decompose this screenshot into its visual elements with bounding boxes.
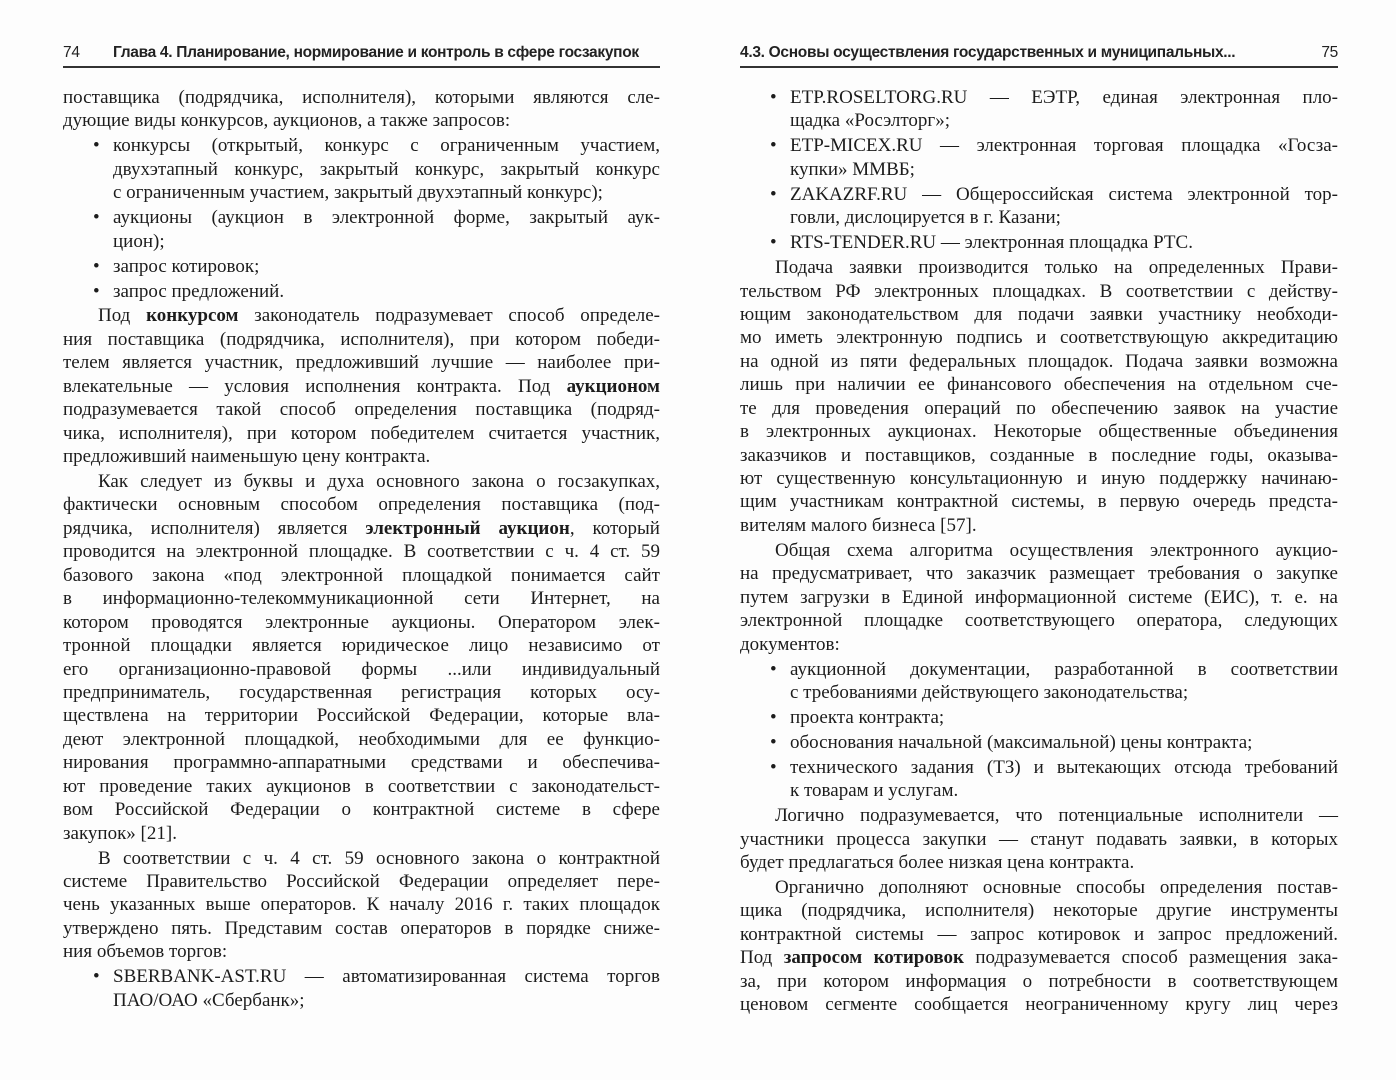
text-line: [63, 847, 660, 870]
text-segment: Органично дополняют основные способы определения постав-: [775, 876, 1338, 898]
text-segment: щадка «Росэлторг»;: [790, 110, 951, 132]
text-segment: будет предлагаться более низкая цена контракта.: [740, 852, 1135, 873]
text-segment: ETP.ROSELTORG.RU — ЕЭТР, единая электронная пло-: [790, 87, 1338, 108]
text-line: [63, 540, 660, 563]
bold-term: конкурсом: [146, 305, 239, 327]
bullet-item-line: [740, 183, 1338, 206]
text-segment: с ограниченным участием, закрытый двухэтапный конкурс);: [113, 182, 603, 204]
text-segment: рядчика, исполнителя) является: [63, 517, 366, 539]
text-line: [63, 86, 660, 109]
text-segment: документов:: [740, 633, 840, 655]
text-line: [63, 587, 660, 610]
bullet-item-line: [740, 231, 1338, 254]
text-line: [63, 470, 660, 493]
bullet-item-line: [740, 731, 1338, 754]
text-segment: фактически основным способом определения поставщика (под-: [63, 494, 660, 516]
text-line: [740, 946, 1338, 969]
bullet-item-line: [63, 280, 660, 303]
running-header: [740, 44, 1338, 64]
text-segment: участники процесса закупки — станут подавать заявки, в которых: [740, 828, 1338, 850]
bullet-item-line: [63, 206, 660, 229]
text-line: [740, 397, 1338, 420]
text-line: [63, 517, 660, 540]
text-segment: базового закона «под электронной площадкой понимается сайт: [63, 564, 660, 586]
text-segment: конкурсы (открытый, конкурс с ограниченным участием,: [113, 135, 660, 157]
text-line: [740, 280, 1338, 303]
text-line: [740, 851, 1338, 874]
bullet-item-line: [740, 658, 1338, 681]
text-line: [740, 633, 1338, 656]
text-line: [740, 420, 1338, 443]
text-segment: мо иметь электронную подпись и соответствующую аккредитацию: [740, 327, 1338, 349]
text-segment: электронной площадке соответствующего оператора, следующих: [740, 610, 1338, 632]
bullet-item-line: [63, 255, 660, 278]
text-segment: ETP-MICEX.RU — электронная торговая площадка «Госза-: [790, 135, 1338, 157]
text-segment: чика, исполнителя), при котором победителем считается участник,: [63, 422, 660, 444]
text-segment: заказчиков и поставщиков, созданные в последние годы, оказыва-: [740, 444, 1338, 466]
text-line: [740, 970, 1338, 993]
text-line: [63, 328, 660, 351]
text-segment: тронной площадки является юридическое лицо независимо от: [63, 635, 660, 657]
text-line: [63, 422, 660, 445]
text-segment: поставщика (подрядчика, исполнителя), которыми являются сле-: [63, 87, 660, 108]
text-line: [63, 493, 660, 516]
header-title: Глава 4. Планирование, нормирование и контроль в сфере госзакупок: [113, 44, 639, 61]
text-line: [740, 256, 1338, 279]
bullet-item-line: [63, 134, 660, 157]
text-line: [63, 822, 660, 845]
text-line: [63, 564, 660, 587]
text-segment: ществлена на территории Российской Федерации, которые вла-: [63, 705, 660, 727]
text-line: [63, 728, 660, 751]
text-segment: запрос котировок;: [113, 255, 260, 277]
text-segment: утверждено пять. Представим состав операторов в порядке сниже-: [63, 917, 660, 939]
right-page: [740, 0, 1338, 1080]
text-segment: ZAKAZRF.RU — Общероссийская система электронной тор-: [790, 183, 1338, 205]
text-segment: за, при котором информация о потребности в соответствующем: [740, 970, 1338, 992]
text-segment: В соответствии с ч. 4 ст. 59 основного закона о контрактной: [98, 847, 660, 869]
text-segment: Логично подразумевается, что потенциальные исполнители —: [775, 805, 1338, 827]
bold-term: запросом котировок: [783, 947, 964, 969]
text-line: [63, 870, 660, 893]
text-segment: аукционы (аукцион в электронной форме, закрытый аук-: [113, 207, 660, 229]
text-segment: его организационно-правовой формы ...или индивидуальный: [63, 658, 660, 680]
text-segment: деют электронной площадкой, необходимыми для ее функцио-: [63, 728, 660, 750]
text-segment: Подача заявки производится только на определенных Прави-: [775, 257, 1338, 279]
text-segment: влекательные — условия исполнения контракта. Под: [63, 375, 567, 397]
bold-term: аукционом: [566, 375, 660, 397]
text-segment: ния объемов торгов:: [63, 941, 228, 963]
text-line: [740, 109, 1338, 132]
text-segment: вителям малого бизнеса [57].: [740, 514, 977, 536]
page-number: 75: [1321, 44, 1338, 61]
text-line: [740, 158, 1338, 181]
page-body: [63, 86, 660, 1012]
text-segment: к товарам и услугам.: [790, 780, 959, 802]
header-rule: [63, 66, 660, 68]
text-segment: на предусматривает, что заказчик размещает требования о закупке: [740, 563, 1338, 585]
text-line: [63, 181, 660, 204]
text-line: [63, 798, 660, 821]
text-segment: ния поставщика (подрядчика, исполнителя), при котором победи-: [63, 328, 660, 350]
text-segment: Общая схема алгоритма осуществления электронного аукцио-: [775, 539, 1338, 561]
text-line: [63, 158, 660, 181]
text-segment: ПАО/ОАО «Сбербанк»;: [113, 989, 305, 1011]
text-segment: в электронных аукционах. Некоторые общественные объединения: [740, 421, 1338, 443]
text-line: [63, 893, 660, 916]
text-segment: ценовом сегменте сообщается неограниченному кругу лиц через: [740, 994, 1338, 1016]
page-number: 74: [63, 44, 80, 61]
text-segment: подразумевается способ размещения зака-: [963, 947, 1338, 969]
text-segment: ют проведение таких аукционов в соответствии с законодательст-: [63, 775, 660, 797]
text-line: [63, 445, 660, 468]
text-segment: щика (подрядчика, исполнителя) некоторые другие инструменты: [740, 900, 1338, 922]
text-segment: в информационно-телекоммуникационной сети Интернет, на: [63, 588, 660, 610]
text-line: [63, 304, 660, 327]
page-body: [740, 86, 1338, 1017]
text-segment: проводится на электронной площадке. В соответствии с ч. 4 ст. 59: [63, 541, 660, 563]
text-line: [63, 398, 660, 421]
bold-term: электронный аукцион: [365, 517, 570, 539]
text-segment: купки» ММВБ;: [790, 158, 915, 180]
text-line: [740, 779, 1338, 802]
text-segment: Под: [740, 947, 784, 969]
text-segment: ют существенную консультационную и иную поддержку начинаю-: [740, 468, 1338, 489]
text-line: [740, 514, 1338, 537]
text-line: [63, 351, 660, 374]
text-segment: Под: [98, 305, 147, 327]
text-line: [63, 681, 660, 704]
text-segment: говли, дислоцируется в г. Казани;: [790, 207, 1061, 229]
header-title: 4.3. Основы осуществления государственных и муниципальных...: [740, 44, 1236, 61]
text-line: [740, 303, 1338, 326]
text-segment: RTS-TENDER.RU — электронная площадка РТС.: [790, 232, 1193, 254]
text-segment: законодатель подразумевает способ определе-: [238, 305, 661, 327]
text-line: [63, 775, 660, 798]
text-line: [740, 993, 1338, 1016]
text-segment: ющим законодательством для подачи заявки участнику необходи-: [740, 303, 1338, 325]
text-line: [63, 230, 660, 253]
text-segment: предприниматель, государственная регистрация которых осу-: [63, 681, 660, 703]
text-line: [740, 206, 1338, 229]
text-line: [740, 326, 1338, 349]
text-segment: вом Российской Федерации о контрактной системе в сфере: [63, 799, 660, 821]
text-segment: закупок» [21].: [63, 822, 177, 844]
text-segment: на одной из пяти федеральных площадок. Подача заявки возможна: [740, 350, 1338, 372]
text-line: [63, 634, 660, 657]
text-segment: с требованиями действующего законодательства;: [790, 681, 1189, 703]
text-segment: лишь при наличии ее финансового обеспечения на отдельном сче-: [740, 374, 1338, 396]
text-segment: проекта контракта;: [790, 706, 945, 728]
text-segment: подразумевается такой способ определения поставщика (подряд-: [63, 399, 660, 421]
text-line: [740, 444, 1338, 467]
text-line: [740, 562, 1338, 585]
text-line: [63, 917, 660, 940]
text-segment: чень указанных выше операторов. К началу 2016 г. таких площадок: [63, 894, 660, 916]
left-page: [63, 0, 660, 1080]
text-line: [740, 467, 1338, 490]
text-line: [740, 539, 1338, 562]
text-line: [63, 989, 660, 1012]
text-segment: цион);: [113, 230, 165, 252]
text-line: [740, 490, 1338, 513]
text-line: [740, 681, 1338, 704]
text-line: [740, 899, 1338, 922]
text-segment: те для проведения операций по обеспечению заявок на участие: [740, 397, 1338, 419]
text-line: [63, 751, 660, 774]
text-segment: обоснования начальной (максимальной) цены контракта;: [790, 731, 1253, 753]
header-rule: [740, 66, 1338, 68]
text-line: [740, 828, 1338, 851]
text-line: [740, 923, 1338, 946]
text-line: [63, 375, 660, 398]
text-segment: Как следует из буквы и духа основного закона о госзакупках,: [98, 471, 660, 492]
text-line: [740, 609, 1338, 632]
text-segment: дующие виды конкурсов, аукционов, а также запросов:: [63, 110, 511, 132]
text-segment: , который: [569, 517, 660, 539]
text-line: [63, 940, 660, 963]
text-line: [740, 586, 1338, 609]
text-line: [63, 658, 660, 681]
text-segment: предложивший наименьшую цену контракта.: [63, 446, 431, 468]
text-segment: путем загрузки в Единой информационной системе (ЕИС), т. е. на: [740, 586, 1338, 608]
text-segment: двухэтапный конкурс, закрытый конкурс, закрытый конкурс: [113, 158, 660, 180]
text-line: [63, 109, 660, 132]
text-segment: запрос предложений.: [113, 280, 285, 302]
running-header: [63, 44, 660, 64]
text-segment: нирования программно-аппаратными средствами и обеспечива-: [63, 752, 660, 774]
text-segment: контрактной системы — запрос котировок и запрос предложений.: [740, 923, 1338, 945]
bullet-item-line: [740, 86, 1338, 109]
text-segment: щим участникам контрактной системы, в первую очередь предста-: [740, 491, 1338, 513]
text-segment: котором проводятся электронные аукционы. Оператором элек-: [63, 611, 660, 633]
text-segment: аукционной документации, разработанной в соответствии: [790, 658, 1338, 680]
text-line: [63, 611, 660, 634]
text-segment: SBERBANK-AST.RU — автоматизированная система торгов: [113, 966, 660, 988]
text-segment: тельством РФ электронных площадках. В соответствии с действу-: [740, 280, 1338, 302]
text-line: [740, 350, 1338, 373]
bullet-item-line: [63, 965, 660, 988]
bullet-item-line: [740, 134, 1338, 157]
bullet-item-line: [740, 756, 1338, 779]
text-line: [740, 373, 1338, 396]
text-segment: телем является участник, предложивший лучшие — наиболее при-: [63, 352, 660, 374]
text-segment: системе Правительство Российской Федерации определяет пере-: [63, 870, 660, 892]
text-line: [740, 804, 1338, 827]
text-line: [63, 704, 660, 727]
text-line: [740, 876, 1338, 899]
text-segment: технического задания (ТЗ) и вытекающих отсюда требований: [790, 756, 1338, 778]
bullet-item-line: [740, 706, 1338, 729]
